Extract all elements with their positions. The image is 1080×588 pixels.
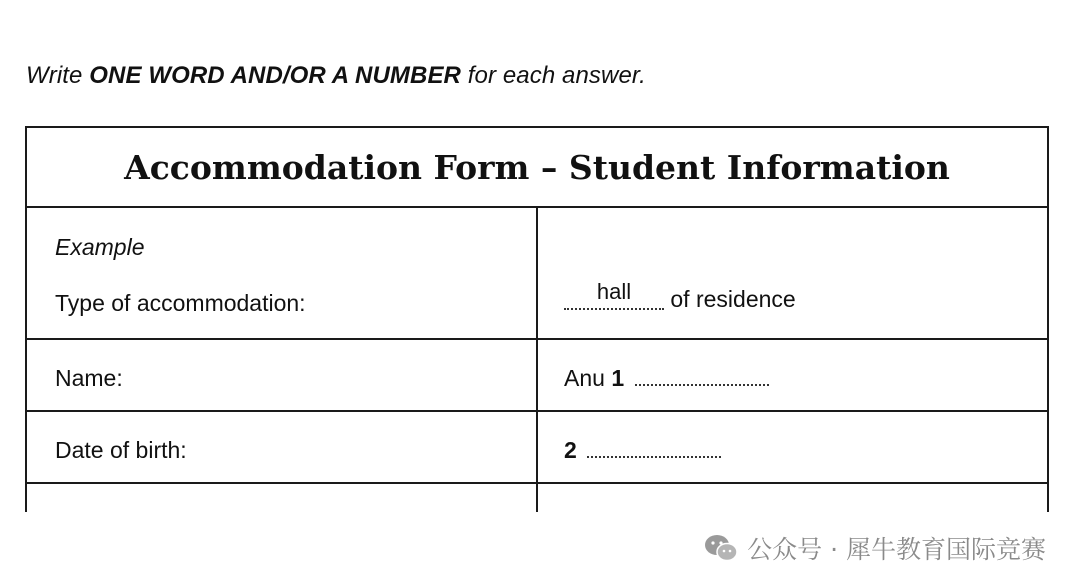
table-row	[26, 339, 1048, 411]
question-number: 1	[611, 365, 625, 391]
answer-cell	[537, 411, 1048, 483]
field-label: Type of accommodation:	[55, 290, 306, 316]
watermark	[703, 530, 1046, 566]
instruction-text	[26, 62, 646, 90]
prefilled-answer: hall	[596, 279, 632, 304]
instruction-emphasis: ONE WORD AND/OR A NUMBER	[89, 62, 461, 89]
answer-cell	[537, 339, 1048, 411]
answer-blank[interactable]	[635, 366, 769, 386]
field-cell	[26, 339, 537, 411]
question-number: 2	[564, 437, 577, 463]
dob-answer	[564, 437, 725, 464]
field-label: Date of birth:	[55, 437, 187, 463]
answer-cell	[537, 207, 1048, 339]
answer-blank[interactable]	[587, 438, 721, 458]
example-label: Example	[55, 234, 145, 260]
answer-prefix: Anu	[564, 365, 605, 391]
example-answer	[564, 279, 796, 313]
watermark-text: 公众号 · 犀牛教育国际竞赛	[747, 535, 1046, 564]
field-cell	[26, 207, 537, 339]
instruction-prefix: Write	[26, 62, 90, 89]
accommodation-form-table	[25, 126, 1049, 526]
form-title: Accommodation Form – Student Information	[26, 127, 1048, 207]
answer-blank	[564, 279, 664, 313]
answer-suffix: of residence	[670, 286, 796, 312]
field-label: Name:	[55, 365, 123, 391]
name-answer	[564, 365, 773, 392]
table-row	[26, 207, 1048, 339]
wechat-icon	[703, 533, 739, 563]
table-row	[26, 411, 1048, 483]
field-cell	[26, 411, 537, 483]
instruction-suffix: for each answer.	[460, 62, 646, 89]
